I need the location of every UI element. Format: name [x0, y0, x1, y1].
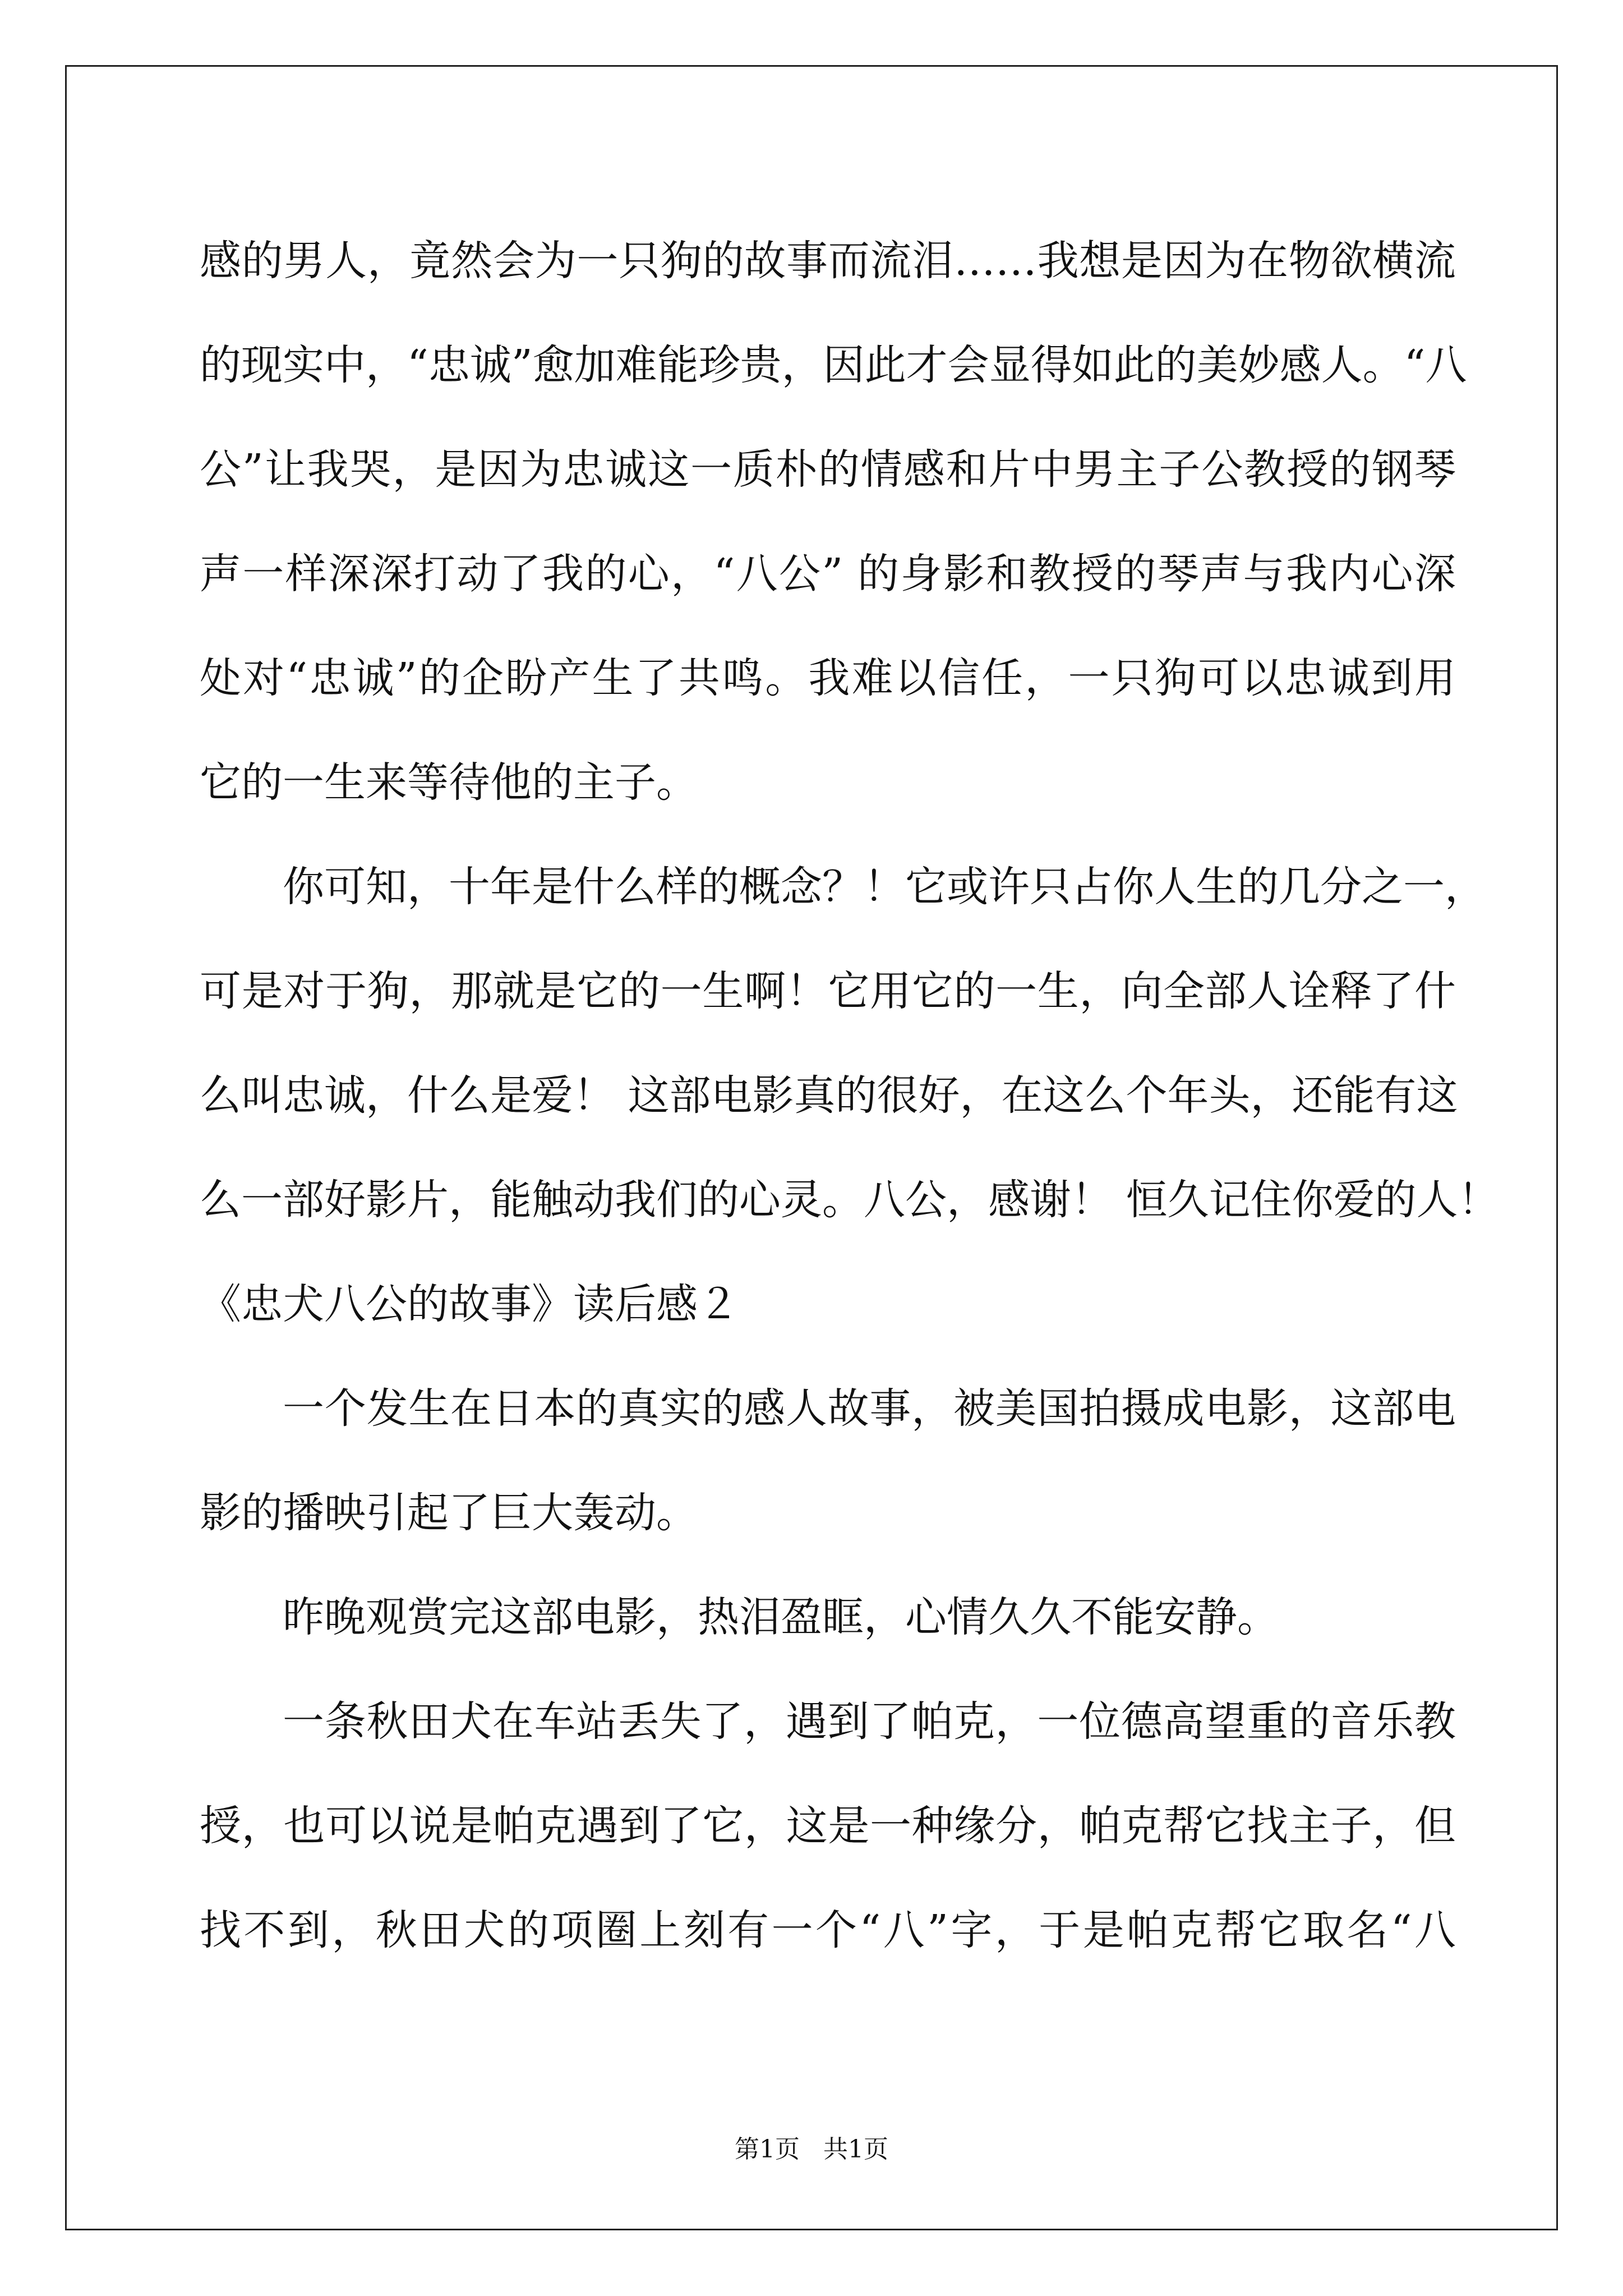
paragraph-line: 公”让我哭，是因为忠诚这一质朴的情感和片中男主子公教授的钢琴 — [200, 445, 1456, 494]
paragraph-line: 处对“忠诚”的企盼产生了共鸣。我难以信任，一只狗可以忠诚到用 — [200, 654, 1456, 702]
paragraph-line: 找不到，秋田犬的项圈上刻有一个“八”字，于是帕克帮它取名“八 — [200, 1906, 1456, 1954]
paragraph-line: 感的男人，竟然会为一只狗的故事而流泪……我想是因为在物欲横流 — [200, 237, 1456, 285]
page-footer: 第1页 共1页 — [735, 2135, 888, 2164]
section-heading: 《忠犬八公的故事》读后感２ — [200, 1280, 739, 1328]
paragraph-line: 昨晚观赏完这部电影，热泪盈眶，心情久久不能安静。 — [283, 1593, 1279, 1641]
paragraph-line: 么叫忠诚，什么是爱！ 这部电影真的很好，在这么个年头，还能有这 — [200, 1071, 1458, 1120]
document-body — [200, 209, 1500, 1982]
paragraph-line: 可是对于狗，那就是它的一生啊！它用它的一生，向全部人诠释了什 — [200, 967, 1456, 1015]
paragraph-line: 它的一生来等待他的主子。 — [200, 758, 698, 807]
paragraph-line: 一个发生在日本的真实的感人故事，被美国拍摄成电影，这部电 — [283, 1384, 1456, 1433]
paragraph-line: 声一样深深打动了我的心，“八公” 的身影和教授的琴声与我内心深 — [200, 550, 1456, 598]
paragraph-line: 你可知，十年是什么样的概念？！它或许只占你人生的几分之一， — [283, 863, 1486, 911]
paragraph-line: 一条秋田犬在车站丢失了，遇到了帕克，一位德高望重的音乐教 — [283, 1697, 1456, 1746]
paragraph-line: 影的播映引起了巨大轰动。 — [200, 1489, 698, 1537]
paragraph-line: 的现实中，“忠诚”愈加难能珍贵，因此才会显得如此的美妙感人。“八 — [200, 341, 1467, 389]
paragraph-line: 授，也可以说是帕克遇到了它，这是一种缘分，帕克帮它找主子，但 — [200, 1802, 1456, 1850]
paragraph-line: 么一部好影片，能触动我们的心灵。八公，感谢！ 恒久记住你爱的人！ — [200, 1176, 1500, 1224]
